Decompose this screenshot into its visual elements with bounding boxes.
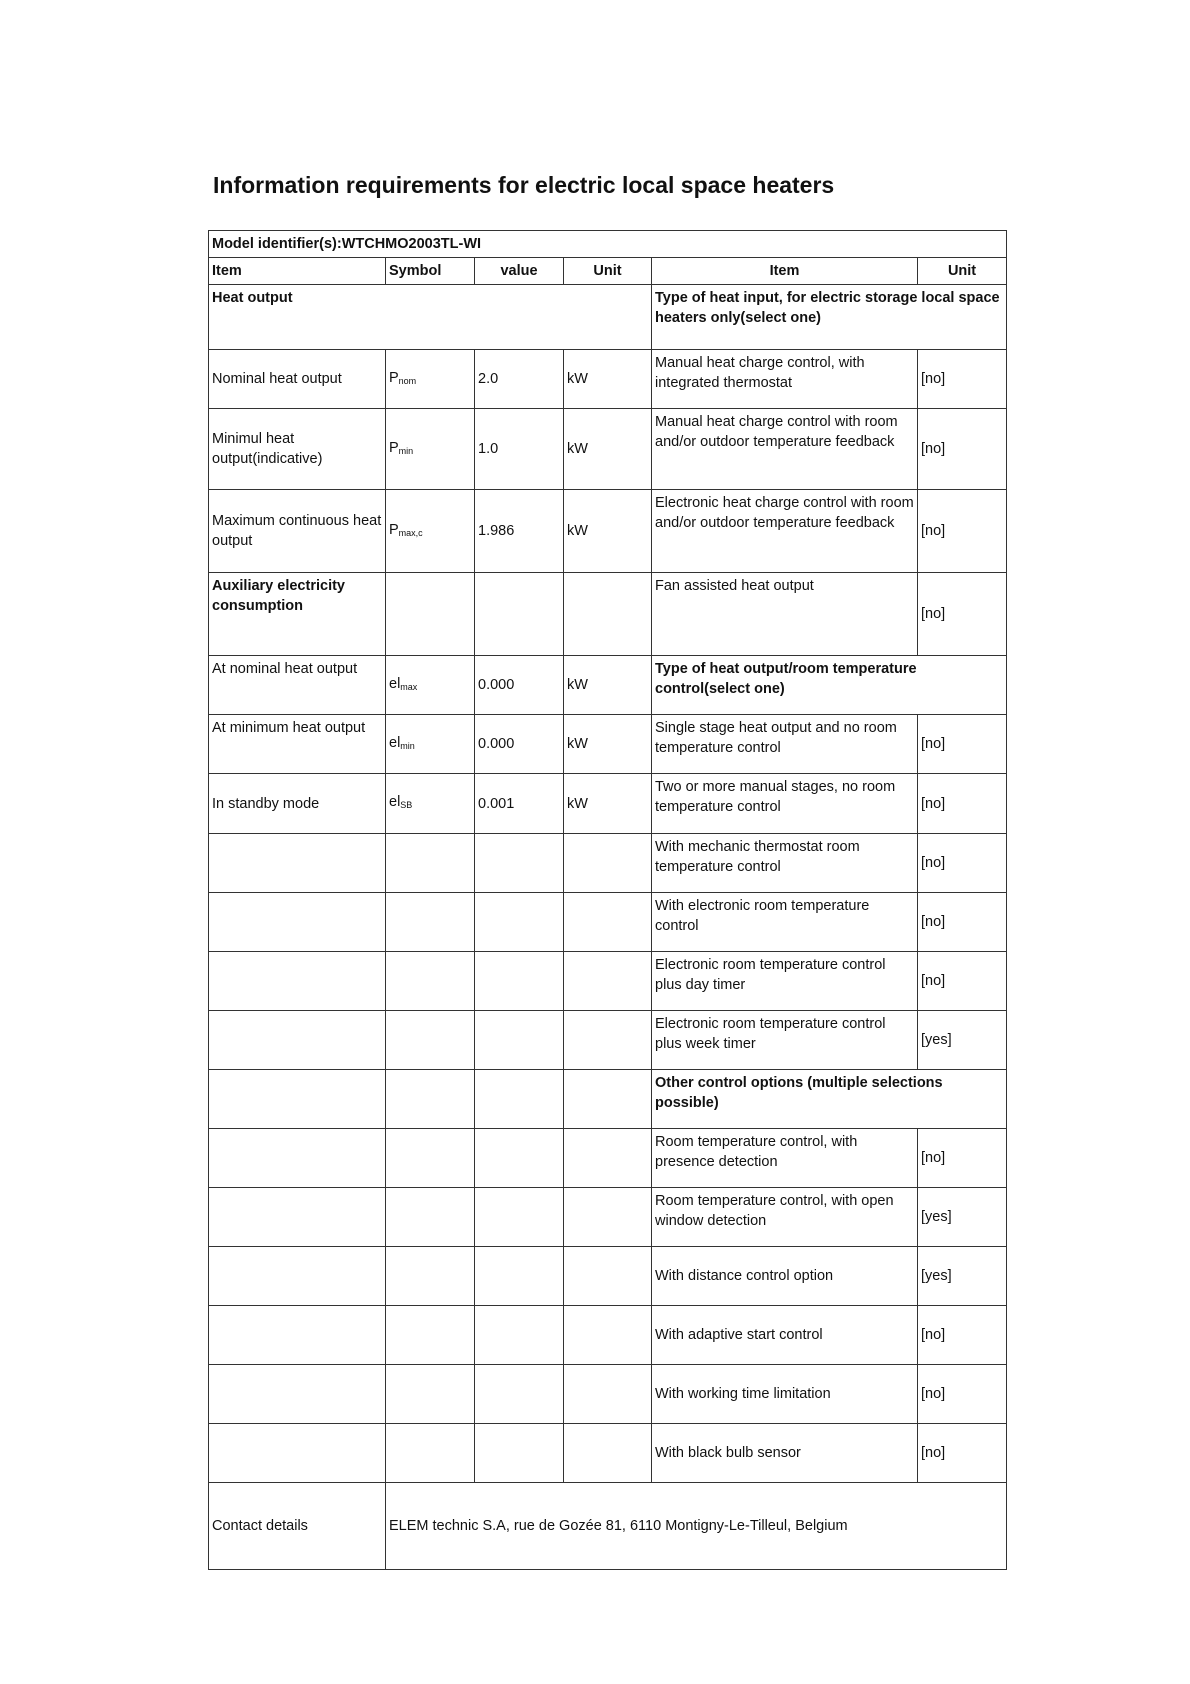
symbol [386,715,475,774]
empty-cell [386,1306,475,1365]
right-unit: [no] [918,774,1007,834]
empty-cell [386,1188,475,1247]
empty-cell [386,893,475,952]
table-row [209,656,1007,715]
right-unit: [no] [918,952,1007,1011]
section-control: Type of heat output/room temperature control(select one) [652,656,1007,715]
table-row [209,573,1007,656]
empty-cell [475,1188,564,1247]
empty-cell [564,1306,652,1365]
header-unit: Unit [564,258,652,285]
right-item-label: With distance control option [652,1247,918,1306]
right-item-label: With black bulb sensor [652,1424,918,1483]
table-row [209,1247,1007,1306]
empty-cell [209,834,386,893]
symbol-subscript: min [400,740,415,751]
right-item-label: Electronic room temperature control plus week timer [652,1011,918,1070]
empty-cell [564,1424,652,1483]
right-item-label: With mechanic thermostat room temperature control [652,834,918,893]
empty-cell [209,1188,386,1247]
item-label: In standby mode [209,774,386,834]
empty-cell [386,834,475,893]
empty-cell [564,1365,652,1424]
contact-label: Contact details [209,1483,386,1570]
right-unit: [no] [918,350,1007,409]
table-row [209,409,1007,490]
table-row [209,715,1007,774]
item-label: At nominal heat output [209,656,386,715]
right-item-label: Electronic room temperature control plus day timer [652,952,918,1011]
unit: kW [564,409,652,490]
item-label: Nominal heat output [209,350,386,409]
symbol-subscript: max [400,681,418,692]
value: 0.001 [475,774,564,834]
empty-cell [386,1070,475,1129]
model-identifier: Model identifier(s):WTCHMO2003TL-WI [209,231,1007,258]
empty-cell [386,952,475,1011]
value: 1.986 [475,490,564,573]
table-row [209,1129,1007,1188]
empty-cell [475,952,564,1011]
right-unit: [no] [918,893,1007,952]
header-symbol: Symbol [386,258,475,285]
section-auxiliary: Auxiliary electricity consumption [209,573,386,656]
header-value: value [475,258,564,285]
empty-cell [209,1129,386,1188]
empty-cell [564,893,652,952]
symbol-subscript: SB [400,800,413,810]
value: 0.000 [475,715,564,774]
table-row [209,893,1007,952]
right-item-label: Single stage heat output and no room temperature control [652,715,918,774]
contact-value: ELEM technic S.A, rue de Gozée 81, 6110 Montigny-Le-Tilleul, Belgium [386,1483,1007,1570]
right-unit: [no] [918,715,1007,774]
header-item: Item [209,258,386,285]
item-label: Minimul heat output(indicative) [209,409,386,490]
section-heat-output: Heat output [209,285,652,350]
table-row [209,1070,1007,1129]
header-unit-right: Unit [918,258,1007,285]
table-row [209,1306,1007,1365]
empty-cell [209,952,386,1011]
empty-cell [564,1188,652,1247]
right-item-label: Manual heat charge control with room and/or outdoor temperature feedback [652,409,918,490]
right-item-label: Electronic heat charge control with room and/or outdoor temperature feedback [652,490,918,573]
empty-cell [475,1424,564,1483]
empty-cell [475,1306,564,1365]
right-unit: [yes] [918,1188,1007,1247]
right-item-label: Manual heat charge control, with integrated thermostat [652,350,918,409]
symbol-base: el [389,734,401,751]
value: 0.000 [475,656,564,715]
empty-cell [564,1247,652,1306]
unit: kW [564,350,652,409]
right-unit: [no] [918,1424,1007,1483]
value: 1.0 [475,409,564,490]
empty-cell [209,1011,386,1070]
symbol-base: el [389,794,401,810]
symbol-base: P [389,439,399,456]
empty-cell [209,1365,386,1424]
right-unit: [no] [918,1365,1007,1424]
symbol [386,656,475,715]
section-other-controls: Other control options (multiple selections possible) [652,1070,1007,1129]
item-label: At minimum heat output [209,715,386,774]
right-item-label: With electronic room temperature control [652,893,918,952]
empty-cell [386,1424,475,1483]
table-row [209,774,1007,834]
table-row [209,490,1007,573]
empty-cell [564,1129,652,1188]
right-unit: [no] [918,1129,1007,1188]
item-label: Maximum continuous heat output [209,490,386,573]
symbol-base: el [389,675,401,692]
right-item-label: Fan assisted heat output [652,573,918,656]
empty-cell [475,1365,564,1424]
empty-cell [386,573,475,656]
empty-cell [475,1129,564,1188]
right-unit: [yes] [918,1011,1007,1070]
table-row [209,1424,1007,1483]
empty-cell [475,834,564,893]
symbol [386,490,475,573]
empty-cell [386,1011,475,1070]
empty-cell [475,1011,564,1070]
table-row [209,952,1007,1011]
symbol-subscript: min [398,445,414,456]
empty-cell [209,1424,386,1483]
spec-table [208,230,1007,1570]
unit: kW [564,715,652,774]
header-item-right: Item [652,258,918,285]
empty-cell [564,952,652,1011]
section-heat-input: Type of heat input, for electric storage local space heaters only(select one) [652,285,1007,350]
symbol [386,409,475,490]
right-item-label: With working time limitation [652,1365,918,1424]
right-item-label: With adaptive start control [652,1306,918,1365]
empty-cell [209,1070,386,1129]
table-row [209,350,1007,409]
right-item-label: Room temperature control, with presence detection [652,1129,918,1188]
right-unit: [no] [918,573,1007,656]
unit: kW [564,774,652,834]
symbol-subscript: max,c [398,527,423,538]
symbol-base: P [389,369,399,386]
empty-cell [564,1011,652,1070]
value: 2.0 [475,350,564,409]
right-unit: [no] [918,409,1007,490]
symbol [386,774,475,834]
right-unit: [no] [918,834,1007,893]
symbol-subscript: nom [398,375,417,386]
table-row [209,1483,1007,1570]
empty-cell [564,834,652,893]
empty-cell [209,1306,386,1365]
right-unit: [no] [918,1306,1007,1365]
empty-cell [475,1247,564,1306]
symbol [386,350,475,409]
table-row [209,834,1007,893]
right-unit: [no] [918,490,1007,573]
empty-cell [209,893,386,952]
unit: kW [564,656,652,715]
unit: kW [564,490,652,573]
table-row [209,1011,1007,1070]
empty-cell [386,1365,475,1424]
empty-cell [475,1070,564,1129]
table-row [209,1365,1007,1424]
empty-cell [475,573,564,656]
empty-cell [564,1070,652,1129]
right-item-label: Room temperature control, with open window detection [652,1188,918,1247]
empty-cell [564,573,652,656]
empty-cell [209,1247,386,1306]
table-row [209,1188,1007,1247]
empty-cell [475,893,564,952]
right-unit: [yes] [918,1247,1007,1306]
symbol-base: P [389,521,399,538]
right-item-label: Two or more manual stages, no room temperature control [652,774,918,834]
empty-cell [386,1129,475,1188]
page-title: Information requirements for electric local space heaters [213,172,835,198]
empty-cell [386,1247,475,1306]
